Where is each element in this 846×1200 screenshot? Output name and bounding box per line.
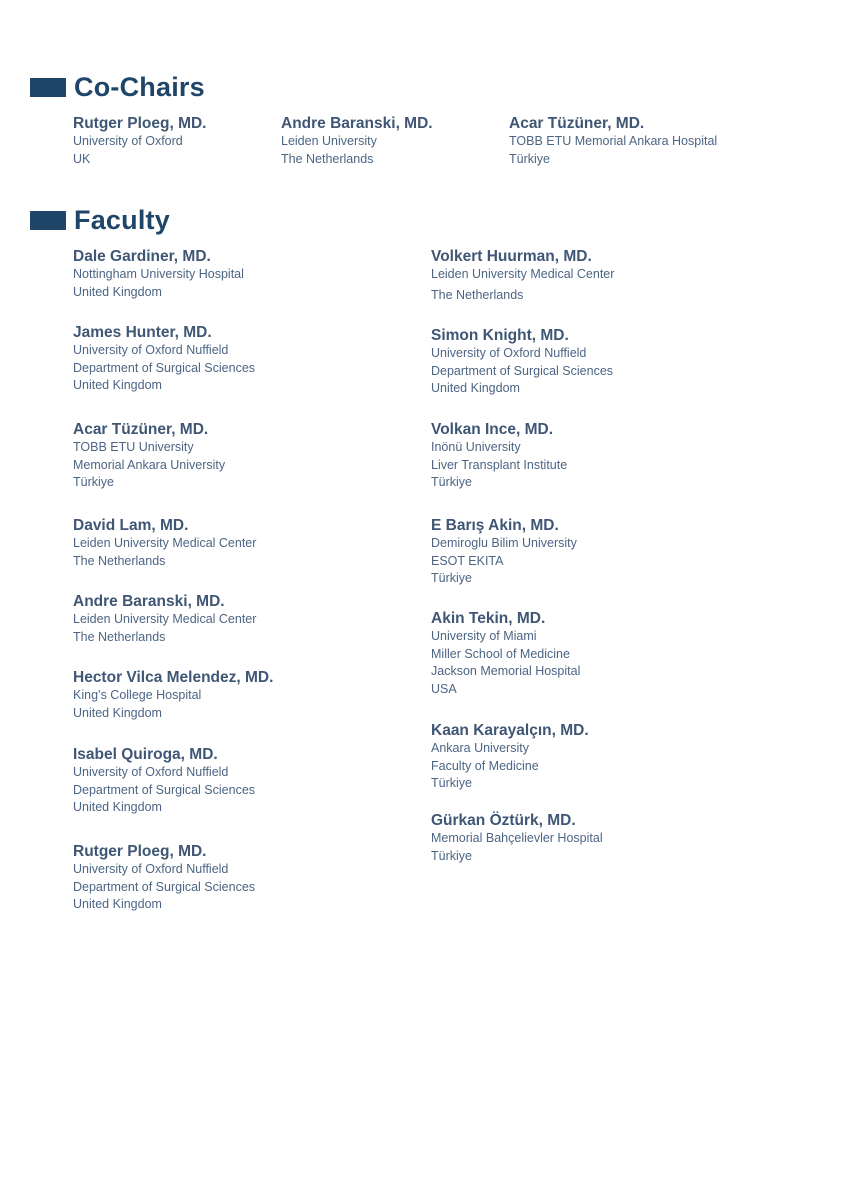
affiliation-line: University of Oxford Nuffield xyxy=(73,765,229,779)
affiliation-line: University of Miami xyxy=(431,629,537,643)
heading-bar xyxy=(30,78,66,97)
person-name: Dale Gardiner, MD. xyxy=(73,248,211,265)
person-name: Acar Tüzüner, MD. xyxy=(73,421,209,438)
country-line: United Kingdom xyxy=(73,705,162,720)
person-name: James Hunter, MD. xyxy=(73,324,212,341)
country-line: Türkiye xyxy=(431,475,472,489)
affiliation-line: Leiden University xyxy=(281,134,377,148)
heading-bar xyxy=(30,211,66,230)
country-line: United Kingdom xyxy=(73,800,162,814)
cochair-entry xyxy=(281,114,433,168)
faculty-entry xyxy=(431,420,567,492)
faculty-entry xyxy=(73,842,255,914)
person-name: Rutger Ploeg, MD. xyxy=(73,115,207,132)
faculty-entry xyxy=(431,516,577,588)
country-line: Türkiye xyxy=(431,776,472,790)
country-line: United Kingdom xyxy=(73,284,162,299)
cochair-entry xyxy=(73,114,206,168)
affiliation-line: Leiden University Medical Center xyxy=(431,267,615,281)
affiliation-line: Inönü University xyxy=(431,440,521,454)
person-name: Simon Knight, MD. xyxy=(431,327,569,344)
person-name: Akin Tekin, MD. xyxy=(431,610,546,627)
faculty-entry xyxy=(431,721,589,793)
person-name: Acar Tüzüner, MD. xyxy=(509,115,645,132)
affiliation-line: Department of Surgical Sciences xyxy=(73,782,256,797)
affiliation-line: University of Oxford Nuffield xyxy=(73,343,229,357)
affiliation-line: Liver Transplant Institute xyxy=(431,457,568,472)
cochairs-heading xyxy=(30,72,205,102)
person-name: Andre Baranski, MD. xyxy=(281,115,433,132)
country-line: United Kingdom xyxy=(73,897,162,911)
country-line: Türkiye xyxy=(509,151,550,166)
affiliation-line: University of Oxford Nuffield xyxy=(431,346,587,360)
affiliation-line: Ankara University xyxy=(431,741,529,755)
affiliation-line: Memorial Ankara University xyxy=(73,457,226,472)
country-line: Türkiye xyxy=(431,571,472,585)
person-name: Isabel Quiroga, MD. xyxy=(73,746,218,763)
affiliation-line: Department of Surgical Sciences xyxy=(73,879,256,894)
affiliation-line: Department of Surgical Sciences xyxy=(431,363,614,378)
faculty-entry xyxy=(73,247,244,301)
country-line: United Kingdom xyxy=(431,381,520,395)
country-line: The Netherlands xyxy=(73,553,166,568)
faculty-entry xyxy=(73,323,255,395)
country-line: Türkiye xyxy=(73,475,114,489)
person-name: Volkan Ince, MD. xyxy=(431,421,554,438)
country-line: Türkiye xyxy=(431,848,472,863)
faculty-entry xyxy=(73,516,256,570)
affiliation-line: Memorial Bahçelievler Hospital xyxy=(431,831,603,845)
person-name: Kaan Karayalçın, MD. xyxy=(431,722,589,739)
affiliation-line: Jackson Memorial Hospital xyxy=(431,664,581,678)
faculty-entry xyxy=(73,420,225,492)
person-name: Rutger Ploeg, MD. xyxy=(73,843,207,860)
faculty-heading xyxy=(30,205,170,235)
affiliation-line: Leiden University Medical Center xyxy=(73,536,257,550)
country-line: United Kingdom xyxy=(73,378,162,392)
affiliation-line: TOBB ETU Memorial Ankara Hospital xyxy=(509,134,718,148)
affiliation-line: ESOT EKITA xyxy=(431,553,504,568)
affiliation-line: Nottingham University Hospital xyxy=(73,267,244,281)
country-line: USA xyxy=(431,681,457,696)
affiliation-line: Leiden University Medical Center xyxy=(73,612,257,626)
faculty-entry xyxy=(431,247,614,304)
person-name: David Lam, MD. xyxy=(73,517,189,534)
country-line: The Netherlands xyxy=(281,151,374,166)
faculty-entry xyxy=(73,592,256,646)
country-line: The Netherlands xyxy=(73,629,166,644)
cochair-entry xyxy=(509,114,717,168)
affiliation-line: University of Oxford Nuffield xyxy=(73,862,229,876)
affiliation-line: Department of Surgical Sciences xyxy=(73,360,256,375)
affiliation-line: TOBB ETU University xyxy=(73,440,194,454)
faculty-entry xyxy=(431,609,580,698)
faculty-entry xyxy=(431,326,613,398)
affiliation-line: Demiroglu Bilim University xyxy=(431,536,577,550)
person-name: Hector Vilca Melendez, MD. xyxy=(73,669,274,686)
affiliation-line: King’s College Hospital xyxy=(73,688,202,702)
country-line: The Netherlands xyxy=(431,287,524,302)
person-name: Volkert Huurman, MD. xyxy=(431,248,592,265)
person-name: Gürkan Öztürk, MD. xyxy=(431,812,576,829)
affiliation-line: University of Oxford xyxy=(73,134,183,148)
affiliation-line: Faculty of Medicine xyxy=(431,758,539,773)
person-name: Andre Baranski, MD. xyxy=(73,593,225,610)
cochairs-title: Co-Chairs xyxy=(74,72,205,102)
faculty-entry xyxy=(73,745,255,817)
person-name: E Barış Akin, MD. xyxy=(431,517,559,534)
faculty-entry xyxy=(431,811,603,865)
country-line: UK xyxy=(73,151,91,166)
faculty-title: Faculty xyxy=(74,205,170,235)
faculty-entry xyxy=(73,668,273,722)
affiliation-line: Miller School of Medicine xyxy=(431,646,570,661)
